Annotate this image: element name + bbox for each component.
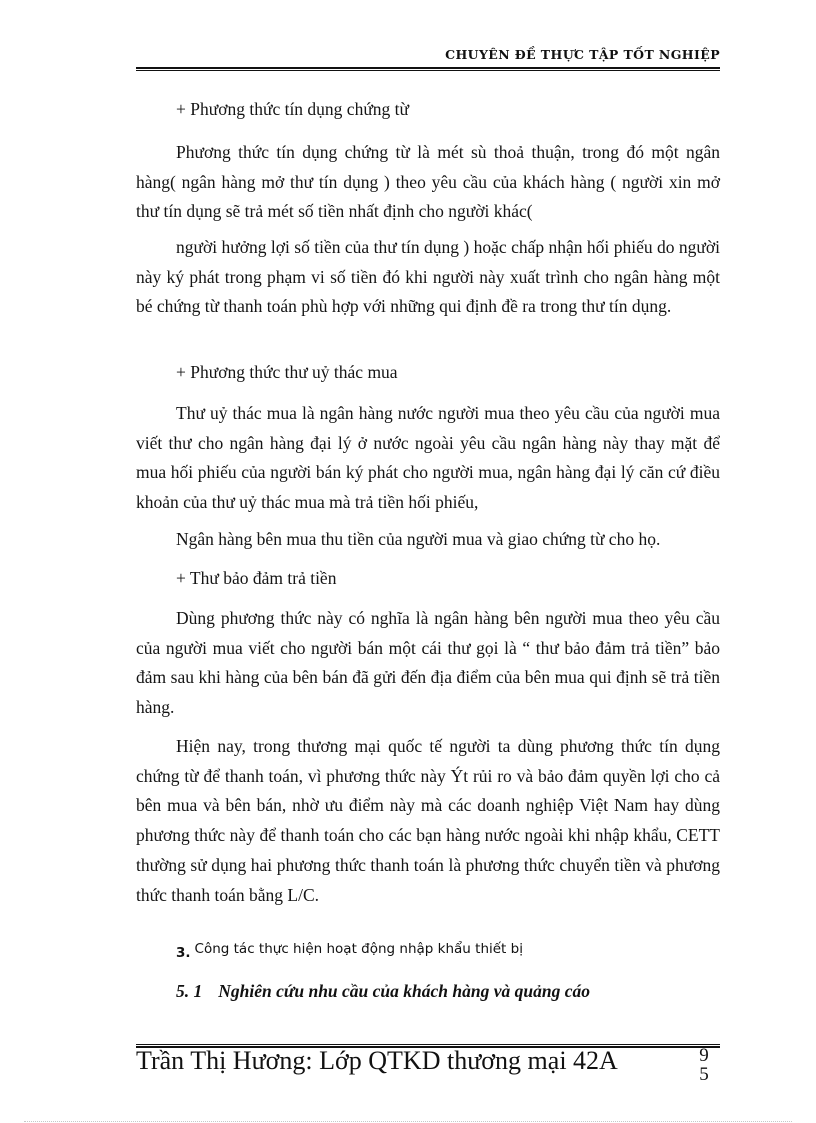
page-number-digit-1: 9 — [699, 1045, 709, 1066]
page-number — [694, 1046, 714, 1084]
section-3-heading — [176, 941, 523, 961]
section-5-1-number: 5. 1 — [176, 981, 203, 1001]
section-5-1-heading — [176, 981, 590, 1002]
heading-thu-uy-thac-mua: + Phương thức thư uỷ thác mua — [176, 362, 398, 382]
heading-tin-dung-chung-tu: + Phương thức tín dụng chứng từ — [176, 99, 410, 119]
page-number-digit-2: 5 — [699, 1064, 709, 1085]
paragraph-tin-dung-definition: Phương thức tín dụng chứng từ là mét sù thoả thuận, trong đó một ngân hàng( ngân hàng mở thư tín dụng ) theo yêu cầu của khách hàng ( người xin mở thư tín dụng sẽ trả mét số tiền nhất định cho người khác( — [136, 142, 720, 222]
section-3-number: 3. — [176, 945, 191, 961]
paragraph-ngan-hang-ben-mua: Ngân hàng bên mua thu tiền của người mua và giao chứng từ cho họ. — [176, 529, 661, 549]
section-3-title: Công tác thực hiện hoạt động nhập khẩu thiết bị — [194, 941, 523, 957]
running-header: CHUYÊN ĐỀ THỰC TẬP TỐT NGHIỆP — [445, 47, 720, 62]
header-rule — [136, 67, 720, 71]
footer-author: Trần Thị Hương: Lớp QTKD thương mại 42A — [136, 1046, 618, 1075]
section-5-1-title: Nghiên cứu nhu cầu của khách hàng và quảng cáo — [218, 981, 590, 1001]
paragraph-thu-bao-dam: Dùng phương thức này có nghĩa là ngân hàng bên người mua theo yêu cầu của người mua viết cho người bán một cái thư gọi là “ thư bảo đảm trả tiền” bảo đảm sau khi hàng của bên bán đã gửi đến địa điểm của bên mua qui định sẽ trả tiền hàng. — [136, 608, 720, 718]
heading-thu-bao-dam: + Thư bảo đảm trả tiền — [176, 568, 337, 588]
page-bottom-border — [24, 1121, 792, 1122]
paragraph-thu-uy-thac: Thư uỷ thác mua là ngân hàng nước người mua theo yêu cầu của người mua viết thư cho ngân hàng đại lý ở nước ngoài yêu cầu ngân hàng này thay mặt để mua hối phiếu của người bán ký phát cho người mua, ngân hàng đại lý căn cứ điều khoản của thư uỷ thác mua mà trả tiền hối phiếu, — [136, 403, 720, 513]
paragraph-hien-nay: Hiện nay, trong thương mại quốc tế người ta dùng phương thức tín dụng chứng từ để thanh toán, vì phương thức này Ýt rủi ro và bảo đảm quyền lợi cho cả bên mua và bên bán, nhờ ưu điểm này mà các doanh nghiệp Việt Nam hay dùng phương thức này để thanh toán cho các bạn hàng nước ngoài khi nhập khẩu, CETT thường sử dụng hai phương thức thanh toán là phương thức chuyển tiền và phương thức thanh toán bằng L/C. — [136, 736, 720, 905]
paragraph-tin-dung-continued: người hưởng lợi số tiền của thư tín dụng ) hoặc chấp nhận hối phiếu do người này ký phát trong phạm vi số tiền đó khi người này xuất trình cho ngân hàng một bé chứng từ thanh toán phù hợp với những qui định đề ra trong thư tín dụng. — [136, 237, 720, 317]
